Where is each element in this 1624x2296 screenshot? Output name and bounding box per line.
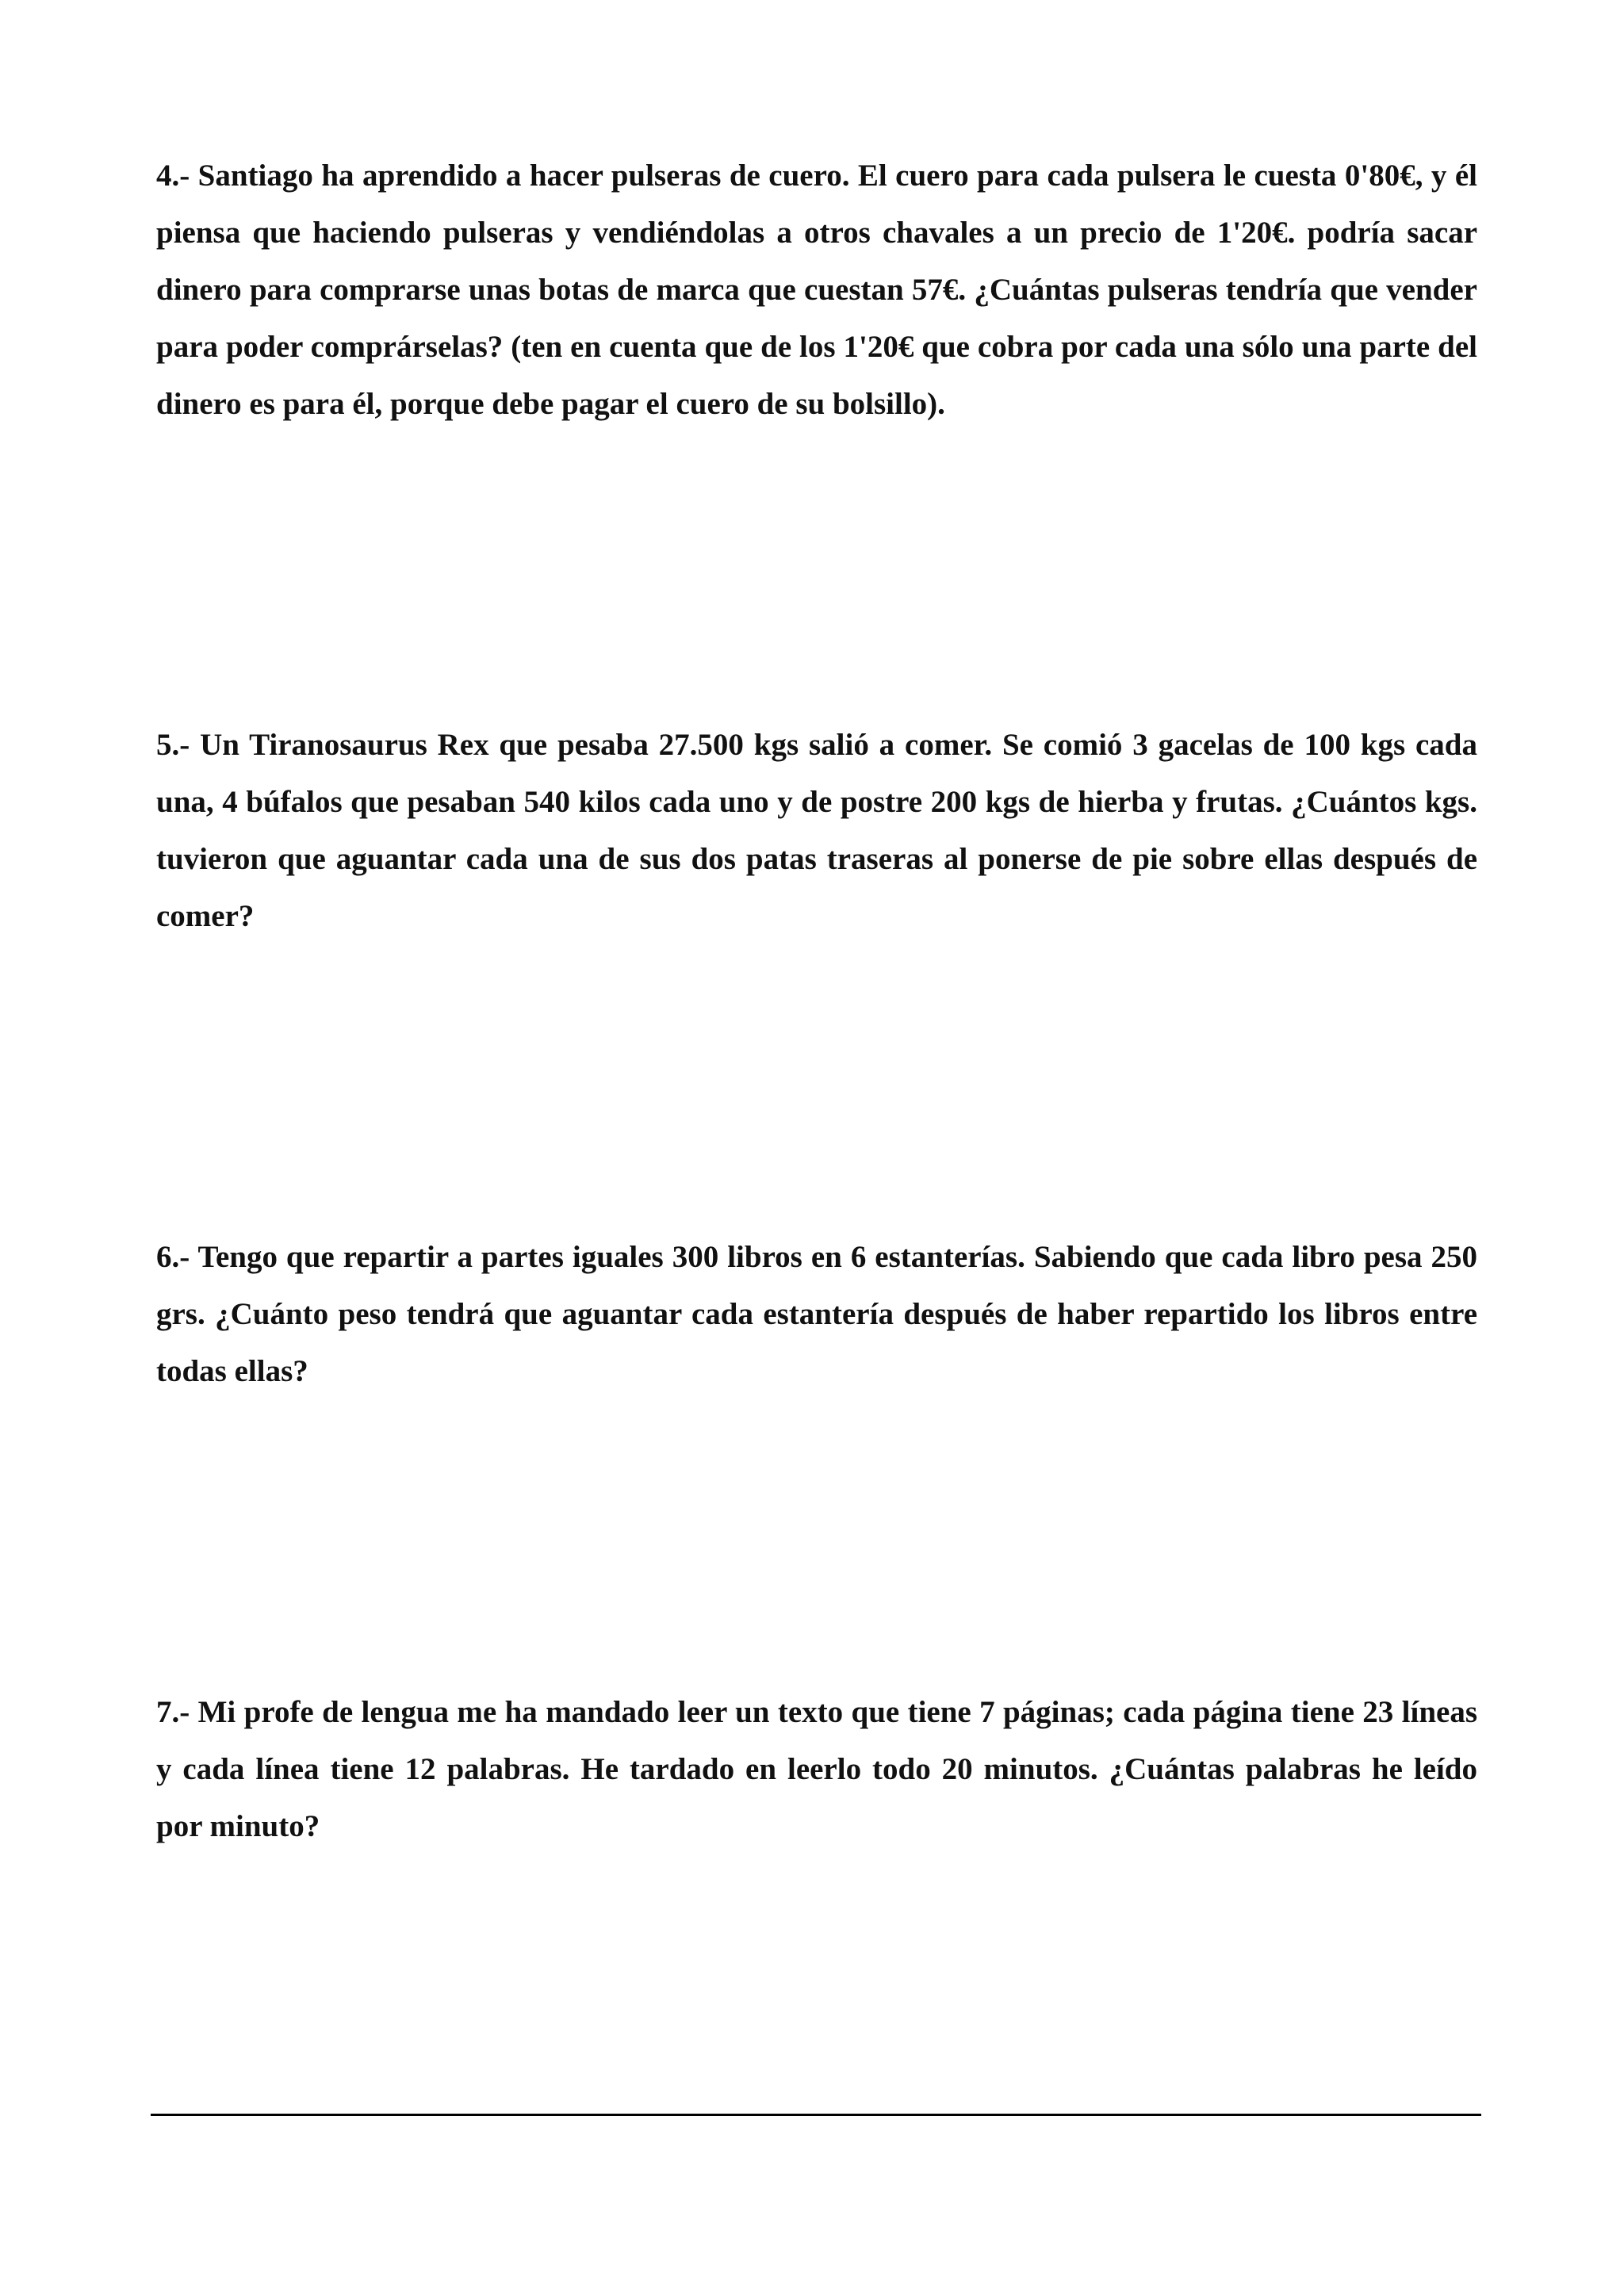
problem-6: 6.- Tengo que repartir a partes iguales 300 libros en 6 estanterías. Sabiendo que cada libro pesa 250 grs. ¿Cuánto peso tendrá que aguantar cada estantería después de haber repartido los libros entre todas ellas? xyxy=(156,1240,1477,1388)
footer-rule xyxy=(151,2114,1481,2116)
problem-4: 4.- Santiago ha aprendido a hacer pulseras de cuero. El cuero para cada pulsera le cuesta 0'80€, y él piensa que haciendo pulseras y vendiéndolas a otros chavales a un precio de 1'20€. podría sacar dinero para comprarse unas botas de marca que cuestan 57€. ¿Cuántas pulseras tendría que vender para poder comprárselas? (ten en cuenta que de los 1'20€ que cobra por cada una sólo una parte del dinero es para él, porque debe pagar el cuero de su bolsillo). xyxy=(156,159,1477,421)
problem-5: 5.- Un Tiranosaurus Rex que pesaba 27.500 kgs salió a comer. Se comió 3 gacelas de 100 kgs cada una, 4 búfalos que pesaban 540 kilos cada uno y de postre 200 kgs de hierba y frutas. ¿Cuántos kgs. tuvieron que aguantar cada una de sus dos patas traseras al ponerse de pie sobre ellas después de comer? xyxy=(156,728,1477,933)
problem-7: 7.- Mi profe de lengua me ha mandado leer un texto que tiene 7 páginas; cada página tiene 23 líneas y cada línea tiene 12 palabras. He tardado en leerlo todo 20 minutos. ¿Cuántas palabras he leído por minuto? xyxy=(156,1695,1477,1843)
